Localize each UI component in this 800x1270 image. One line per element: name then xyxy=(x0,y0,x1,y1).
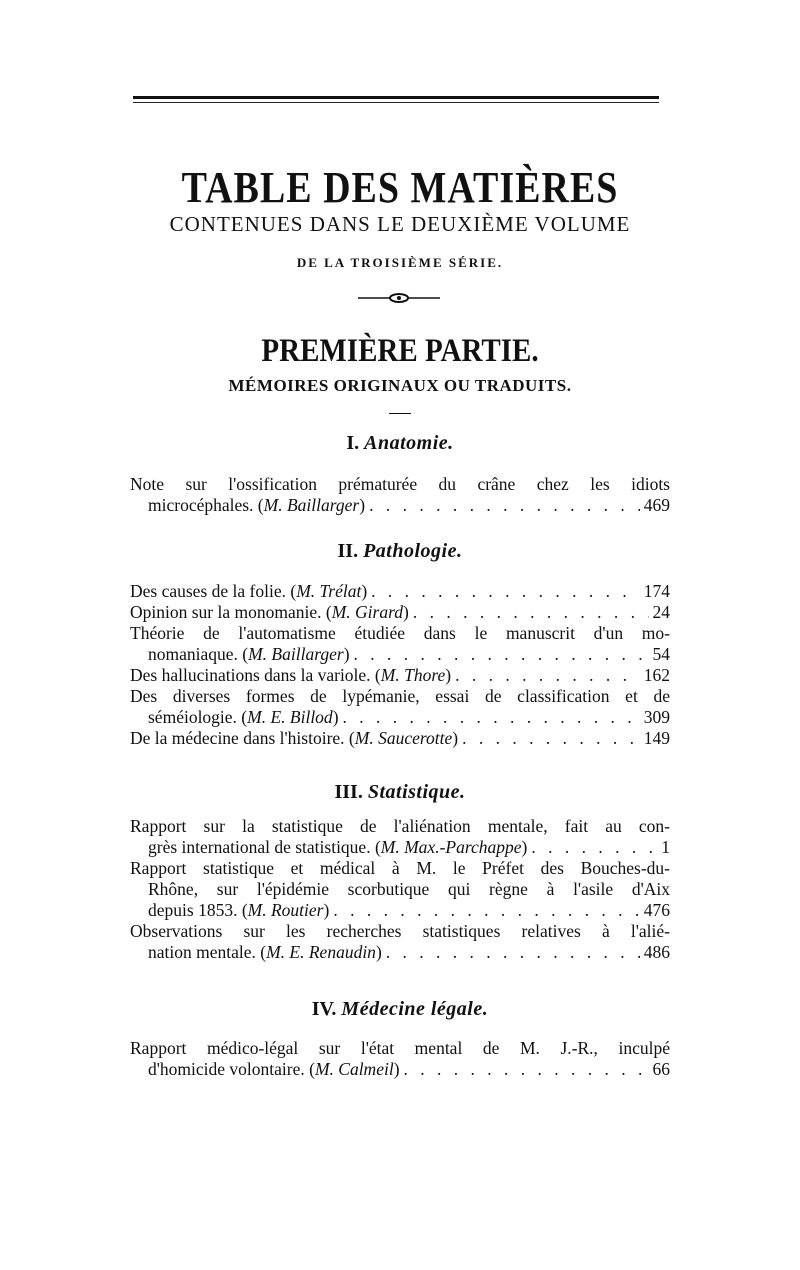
entry-text-close: ) xyxy=(361,581,368,601)
section-number: I. xyxy=(346,432,360,454)
page-title: TABLE DES MATIÈRES xyxy=(181,163,619,213)
ornament-icon xyxy=(356,292,442,304)
entry-text xyxy=(148,707,339,728)
dot-leader xyxy=(527,837,657,858)
entry-text xyxy=(130,728,458,749)
entry-last-line xyxy=(130,707,670,728)
entry-text xyxy=(148,495,365,516)
entry-text-close: ) xyxy=(445,665,452,685)
entry-text-lead: d'homicide volontaire. ( xyxy=(148,1059,315,1079)
page-number: 469 xyxy=(640,495,670,516)
entry-author: M. E. Renaudin xyxy=(266,942,376,962)
page-number: 149 xyxy=(640,728,670,749)
entry-text xyxy=(130,665,451,686)
entry-text-close: ) xyxy=(375,942,382,962)
entry-author: M. Max.-Parchappe xyxy=(380,837,522,857)
entry-last-line xyxy=(130,942,670,963)
entry-last-line xyxy=(130,495,670,516)
section-name: Pathologie. xyxy=(363,540,463,562)
section-heading xyxy=(130,998,670,1021)
entry-text-close: ) xyxy=(403,602,409,622)
entry-text-lead: microcéphales. ( xyxy=(148,495,264,515)
page-number: 174 xyxy=(640,581,670,602)
divider xyxy=(389,413,411,414)
dot-leader xyxy=(329,900,639,921)
dot-leader xyxy=(451,665,640,686)
toc-entry xyxy=(130,665,670,686)
section-heading xyxy=(130,781,670,804)
entry-author: M. E. Billod xyxy=(247,707,333,727)
toc-entry xyxy=(130,686,670,728)
section-heading xyxy=(130,540,670,563)
toc-entry xyxy=(130,623,670,665)
entry-author: M. Saucerotte xyxy=(354,728,453,748)
entry-text-lead: Des hallucinations dans la variole. ( xyxy=(130,665,381,685)
entry-text-close: ) xyxy=(359,495,366,515)
entry-author: M. Routier xyxy=(247,900,324,920)
page-number: 66 xyxy=(649,1059,671,1080)
entry-text-close: ) xyxy=(393,1059,400,1079)
entry-text-close: ) xyxy=(332,707,339,727)
top-rule xyxy=(133,96,659,99)
section-heading xyxy=(130,432,670,455)
section-name: Statistique. xyxy=(367,781,466,803)
page-number: 1 xyxy=(657,837,670,858)
page-subtitle: CONTENUES DANS LE DEUXIÈME VOLUME xyxy=(169,212,631,236)
entry-text-lead: Des causes de la folie. ( xyxy=(130,581,297,601)
entry-text xyxy=(130,581,367,602)
entry-text-close: ) xyxy=(452,728,459,748)
entry-last-line xyxy=(130,665,670,686)
entry-text-line: Des diverses formes de lypémanie, essai de classification et de xyxy=(130,686,670,706)
toc-entry xyxy=(130,728,670,749)
entry-text-close: ) xyxy=(323,900,330,920)
toc-entry xyxy=(130,602,670,623)
toc-entry xyxy=(130,474,670,516)
page-number: 162 xyxy=(640,665,670,686)
entry-text-line: Observations sur les recherches statistiques relatives à l'alié- xyxy=(130,921,670,941)
entry-text-lead: séméiologie. ( xyxy=(148,707,248,727)
section-number: II. xyxy=(337,540,359,562)
entry-author: M. Baillarger xyxy=(263,495,360,515)
entry-text xyxy=(148,644,350,665)
entry-text-lead: De la médecine dans l'histoire. ( xyxy=(130,728,355,748)
entry-text-line: Note sur l'ossification prématurée du crâne chez les idiots xyxy=(130,474,670,494)
toc-entry xyxy=(130,858,670,921)
entry-text-line: Théorie de l'automatisme étudiée dans le manuscrit d'un mo- xyxy=(130,623,670,643)
page-number: 24 xyxy=(649,602,671,623)
section-number: IV. xyxy=(311,998,337,1020)
entry-text xyxy=(148,942,382,963)
entry-text-line: Rapport statistique et médical à M. le Préfet des Bouches-du- xyxy=(130,858,670,878)
part-subtitle: MÉMOIRES ORIGINAUX OU TRADUITS. xyxy=(228,376,572,395)
entry-last-line xyxy=(130,837,670,858)
entry-text xyxy=(130,602,409,623)
toc-entry xyxy=(130,1038,670,1080)
dot-leader xyxy=(382,942,640,963)
section-number: III. xyxy=(334,781,363,803)
entry-text-lead: grès international de statistique. ( xyxy=(148,837,381,857)
entry-text-close: ) xyxy=(521,837,528,857)
entry-text-close: ) xyxy=(343,644,350,664)
page-number: 476 xyxy=(640,900,670,921)
entry-text-lead: depuis 1853. ( xyxy=(148,900,248,920)
entry-text-lead: nomaniaque. ( xyxy=(148,644,249,664)
entry-text xyxy=(148,1059,400,1080)
dot-leader xyxy=(339,707,640,728)
page-subtitle-series: DE LA TROISIÈME SÉRIE. xyxy=(296,255,504,270)
dot-leader xyxy=(400,1059,649,1080)
entry-last-line xyxy=(130,602,670,623)
page-number: 309 xyxy=(640,707,670,728)
dot-leader xyxy=(409,602,649,623)
entry-last-line xyxy=(130,581,670,602)
section-name: Médecine légale. xyxy=(341,998,489,1020)
dot-leader xyxy=(458,728,640,749)
dot-leader xyxy=(350,644,649,665)
entry-author: M. Calmeil xyxy=(314,1059,394,1079)
entry-author: M. Thore xyxy=(380,665,446,685)
entry-text xyxy=(148,837,527,858)
toc-entry xyxy=(130,581,670,602)
entry-author: M. Trélat xyxy=(296,581,362,601)
toc-entry xyxy=(130,921,670,963)
entry-text-line: Rapport médico-légal sur l'état mental de M. J.-R., inculpé xyxy=(130,1038,670,1058)
entry-text-lead: nation mentale. ( xyxy=(148,942,267,962)
entry-last-line xyxy=(130,728,670,749)
page-number: 486 xyxy=(640,942,670,963)
entry-text-line: Rhône, sur l'épidémie scorbutique qui règne à l'asile d'Aix xyxy=(148,879,670,899)
entry-author: M. Girard xyxy=(331,602,404,622)
entry-author: M. Baillarger xyxy=(248,644,344,664)
entry-last-line xyxy=(130,900,670,921)
toc-entry xyxy=(130,816,670,858)
entry-last-line xyxy=(130,1059,670,1080)
dot-leader xyxy=(367,581,640,602)
entry-text-line: Rapport sur la statistique de l'aliénation mentale, fait au con- xyxy=(130,816,670,836)
part-title: PREMIÈRE PARTIE. xyxy=(261,333,539,369)
entry-text xyxy=(148,900,329,921)
page-number: 54 xyxy=(649,644,671,665)
section-name: Anatomie. xyxy=(364,432,454,454)
top-rule-thin xyxy=(133,102,659,103)
entry-text-lead: Opinion sur la monomanie. ( xyxy=(130,602,332,622)
entry-last-line xyxy=(130,644,670,665)
dot-leader xyxy=(365,495,640,516)
